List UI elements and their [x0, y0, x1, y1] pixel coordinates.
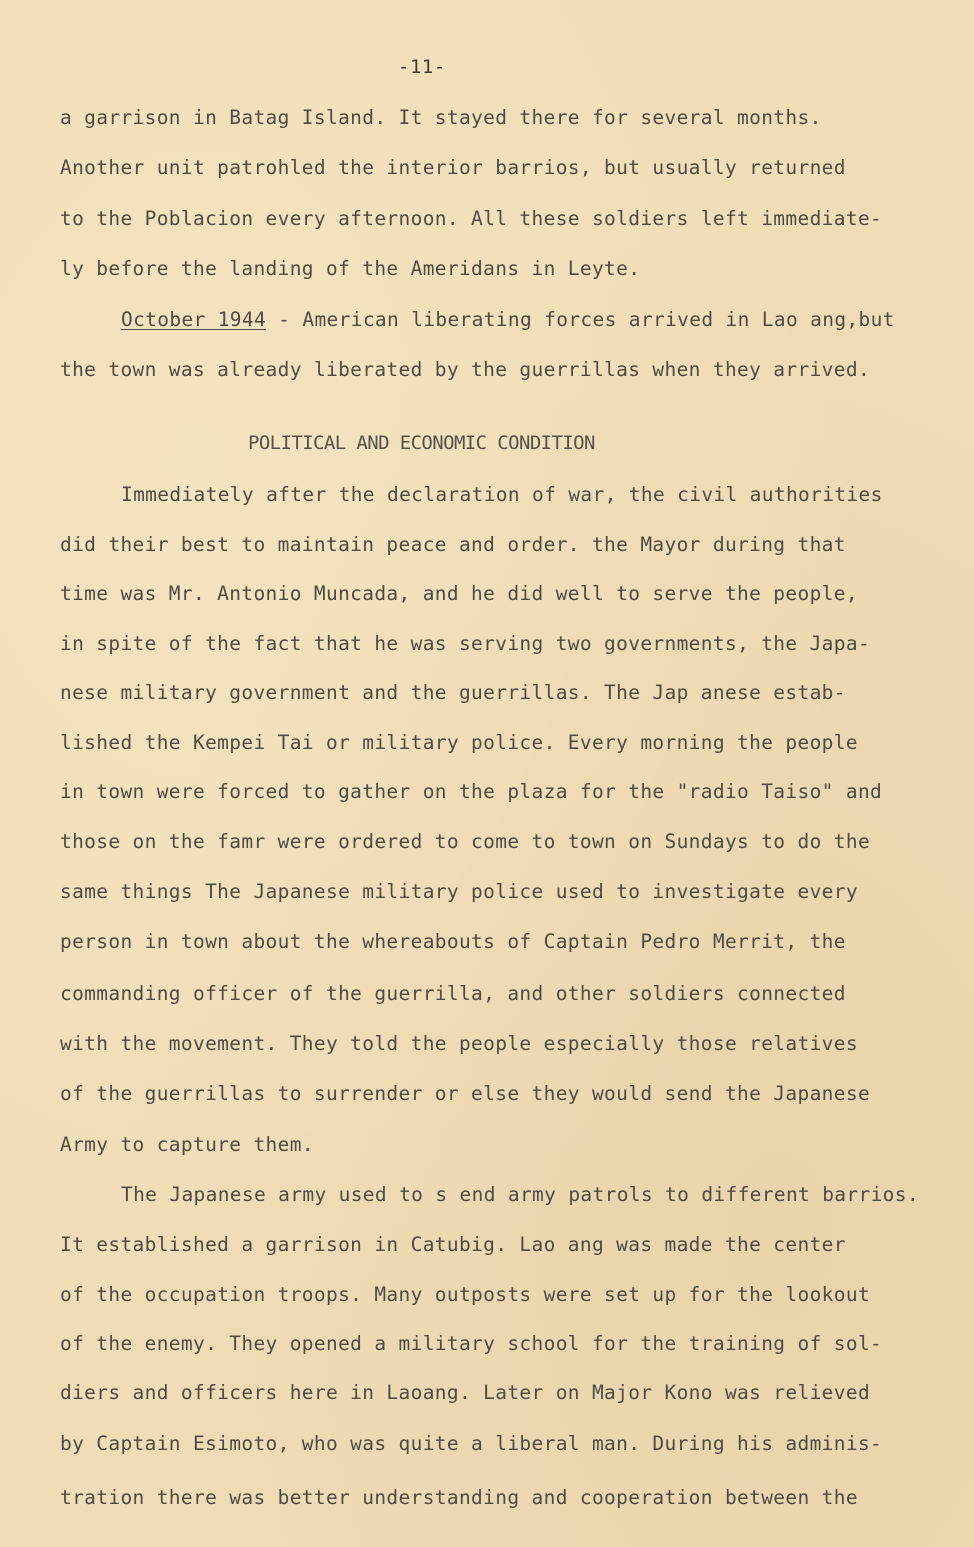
paragraph-3-line-7: in town were forced to gather on the plaza for the "radio Taiso" and: [60, 780, 883, 803]
paragraph-1-line-1: a garrison in Batag Island. It stayed there for several months.: [60, 106, 822, 129]
paragraph-2-line-1: [121, 308, 895, 332]
paragraph-4-line-4: of the enemy. They opened a military school for the training of sol-: [60, 1332, 883, 1355]
paragraph-4-line-2: It established a garrison in Catubig. Lao ang was made the center: [60, 1233, 846, 1256]
paragraph-3-line-1: Immediately after the declaration of war, the civil authorities: [121, 483, 883, 506]
paragraph-4-line-6: by Captain Esimoto, who was quite a liberal man. During his adminis-: [60, 1432, 883, 1455]
date-underlined: October 1944: [121, 308, 267, 331]
paragraph-3-line-14: Army to capture them.: [60, 1133, 314, 1156]
paragraph-4-line-1: The Japanese army used to s end army patrols to different barrios.: [121, 1183, 919, 1206]
paragraph-3-line-9: same things The Japanese military police used to investigate every: [60, 880, 858, 903]
paragraph-3-line-2: did their best to maintain peace and order. the Mayor during that: [60, 533, 846, 556]
section-heading: POLITICAL AND ECONOMIC CONDITION: [248, 432, 595, 454]
page-number: -11-: [398, 56, 446, 78]
paragraph-3-line-3: time was Mr. Antonio Muncada, and he did well to serve the people,: [60, 582, 858, 605]
paragraph-3-line-10: person in town about the whereabouts of Captain Pedro Merrit, the: [60, 930, 846, 953]
paragraph-3-line-6: lished the Kempei Tai or military police. Every morning the people: [60, 731, 858, 754]
paragraph-3-line-12: with the movement. They told the people especially those relatives: [60, 1032, 858, 1055]
paragraph-3-line-11: commanding officer of the guerrilla, and other soldiers connected: [60, 982, 846, 1005]
paragraph-4-line-5: diers and officers here in Laoang. Later on Major Kono was relieved: [60, 1381, 871, 1404]
paragraph-2-line-1-rest: - American liberating forces arrived in Lao ang,but: [266, 308, 895, 331]
paragraph-2-line-2: the town was already liberated by the guerrillas when they arrived.: [60, 358, 871, 381]
paragraph-1-line-3: to the Poblacion every afternoon. All these soldiers left immediate-: [60, 207, 883, 230]
paragraph-4-line-7: tration there was better understanding and cooperation between the: [60, 1486, 858, 1509]
paragraph-1-line-2: Another unit patrohled the interior barrios, but usually returned: [60, 156, 846, 179]
paragraph-3-line-5: nese military government and the guerrillas. The Jap anese estab-: [60, 681, 846, 704]
paragraph-3-line-13: of the guerrillas to surrender or else they would send the Japanese: [60, 1082, 871, 1105]
paragraph-3-line-8: those on the famr were ordered to come to town on Sundays to do the: [60, 830, 871, 853]
paragraph-1-line-4: ly before the landing of the Ameridans in Leyte.: [60, 257, 641, 280]
paragraph-4-line-3: of the occupation troops. Many outposts were set up for the lookout: [60, 1283, 871, 1306]
paragraph-3-line-4: in spite of the fact that he was serving two governments, the Japa-: [60, 632, 871, 655]
